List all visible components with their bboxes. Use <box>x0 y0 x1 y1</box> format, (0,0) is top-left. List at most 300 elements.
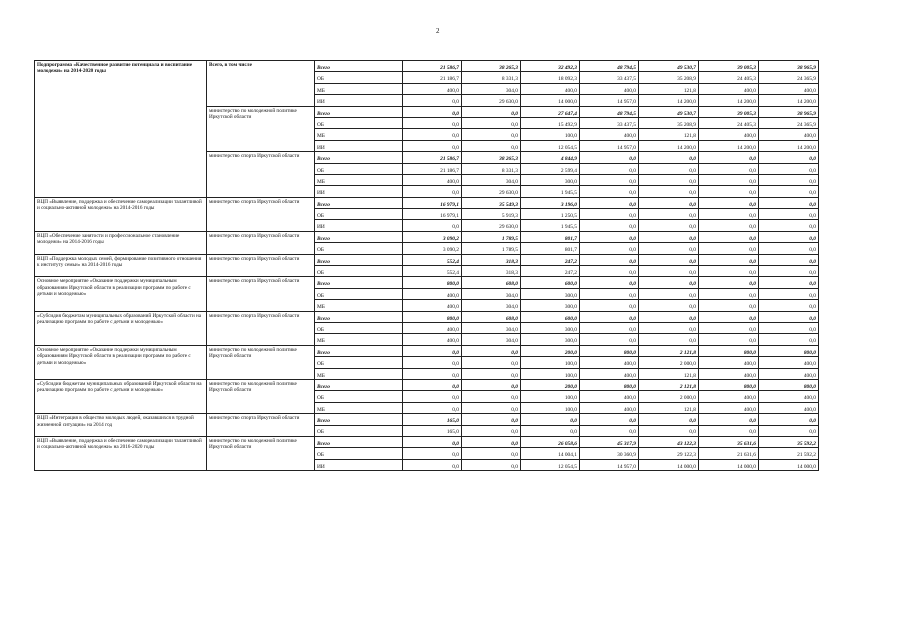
year-amount: 0,0 <box>580 277 639 288</box>
funding-source: ОБ <box>315 288 403 299</box>
responsible-executor: министерство по молодежной политике Иркутской области <box>207 436 315 470</box>
year-amount: 2 599,4 <box>521 163 580 174</box>
funding-source: Всего <box>315 311 403 322</box>
funding-source: ОБ <box>315 448 403 459</box>
year-amount: 1 945,5 <box>521 186 580 197</box>
year-amount: 14 200,0 <box>639 95 699 106</box>
year-amount: 0,0 <box>403 129 462 140</box>
year-amount: 0,0 <box>403 357 462 368</box>
year-amount: 1 789,5 <box>462 231 521 242</box>
program-name: ВЦП «Выявление, поддержка и обеспечение самореализации талантливой и социально-активной молодежи» на 2016-2020 годы <box>35 436 207 470</box>
year-amount: 0,0 <box>759 288 819 299</box>
year-amount: 400,0 <box>580 391 639 402</box>
year-amount: 5 919,3 <box>462 209 521 220</box>
year-amount: 0,0 <box>580 300 639 311</box>
year-amount: 400,0 <box>403 174 462 185</box>
funding-source: Всего <box>315 152 403 163</box>
year-amount: 14 957,0 <box>580 95 639 106</box>
program-name: ВЦП «Поддержка молодых семей, формирование позитивного отношения к институту семьи» на 2014-2016 годы <box>35 254 207 277</box>
year-amount: 0,0 <box>403 391 462 402</box>
year-amount: 0,0 <box>759 186 819 197</box>
year-amount: 552,4 <box>403 254 462 265</box>
year-amount: 400,0 <box>759 391 819 402</box>
year-amount: 552,4 <box>403 266 462 277</box>
year-amount: 0,0 <box>580 322 639 333</box>
year-amount: 0,0 <box>759 266 819 277</box>
year-amount: 0,0 <box>759 174 819 185</box>
responsible-executor: министерство спорта Иркутской области <box>207 311 315 345</box>
year-amount: 27 647,4 <box>521 106 580 117</box>
year-amount: 48 794,5 <box>580 61 639 72</box>
year-amount: 0,0 <box>403 140 462 151</box>
year-amount: 0,0 <box>759 334 819 345</box>
funding-source: ОБ <box>315 117 403 128</box>
year-amount: 29 630,0 <box>462 95 521 106</box>
responsible-executor: министерство по молодежной политике Иркутской области <box>207 345 315 379</box>
year-amount: 801,7 <box>521 231 580 242</box>
year-amount: 0,0 <box>462 425 521 436</box>
table-row <box>35 436 819 447</box>
year-amount: 0,0 <box>462 448 521 459</box>
year-amount: 0,0 <box>462 459 521 470</box>
year-amount: 400,0 <box>759 368 819 379</box>
funding-source: ОБ <box>315 209 403 220</box>
year-amount: 38 965,9 <box>759 61 819 72</box>
year-amount: 14 957,0 <box>580 459 639 470</box>
program-name: Подпрограмма «Качественное развитие потенциала и воспитание молодежи» на 2014-2020 годы <box>35 61 207 198</box>
year-amount: 800,0 <box>759 345 819 356</box>
year-amount: 608,0 <box>462 311 521 322</box>
year-amount: 0,0 <box>699 231 759 242</box>
year-amount: 165,0 <box>403 414 462 425</box>
year-amount: 0,0 <box>403 379 462 390</box>
responsible-executor: министерство спорта Иркутской области <box>207 231 315 254</box>
year-amount: 0,0 <box>639 300 699 311</box>
funding-source: Всего <box>315 61 403 72</box>
year-amount: 39 005,3 <box>699 106 759 117</box>
year-amount: 0,0 <box>699 243 759 254</box>
year-amount: 0,0 <box>699 334 759 345</box>
table-row <box>35 311 819 322</box>
year-amount: 0,0 <box>462 436 521 447</box>
year-amount: 29 122,3 <box>639 448 699 459</box>
year-amount: 400,0 <box>759 83 819 94</box>
year-amount: 39 005,3 <box>699 61 759 72</box>
year-amount: 0,0 <box>403 436 462 447</box>
year-amount: 0,0 <box>699 209 759 220</box>
year-amount: 2 000,0 <box>639 357 699 368</box>
year-amount: 0,0 <box>759 163 819 174</box>
year-amount: 38 265,3 <box>462 61 521 72</box>
table-row <box>35 414 819 425</box>
year-amount: 0,0 <box>580 311 639 322</box>
year-amount: 43 122,3 <box>639 436 699 447</box>
year-amount: 33 437,5 <box>580 117 639 128</box>
year-amount: 14 000,0 <box>521 95 580 106</box>
funding-source: ОБ <box>315 266 403 277</box>
year-amount: 0,0 <box>462 357 521 368</box>
year-amount: 26 058,6 <box>521 436 580 447</box>
funding-source: Всего <box>315 231 403 242</box>
year-amount: 0,0 <box>521 425 580 436</box>
year-amount: 0,0 <box>580 220 639 231</box>
year-amount: 14 000,0 <box>639 459 699 470</box>
year-amount: 14 200,0 <box>699 95 759 106</box>
program-name: ВЦП «Выявление, поддержка и обеспечение самореализации талантливой и социально-активной молодежи» на 2014-2016 годы <box>35 197 207 231</box>
year-amount: 0,0 <box>639 254 699 265</box>
year-amount: 300,0 <box>521 288 580 299</box>
year-amount: 0,0 <box>759 243 819 254</box>
year-amount: 0,0 <box>699 311 759 322</box>
year-amount: 12 054,5 <box>521 459 580 470</box>
year-amount: 24 405,3 <box>699 117 759 128</box>
year-amount: 304,0 <box>462 300 521 311</box>
year-amount: 14 000,0 <box>699 459 759 470</box>
year-amount: 800,0 <box>759 379 819 390</box>
year-amount: 35 208,9 <box>639 72 699 83</box>
year-amount: 0,0 <box>759 209 819 220</box>
year-amount: 0,0 <box>580 163 639 174</box>
year-amount: 400,0 <box>759 402 819 413</box>
year-amount: 2 121,8 <box>639 345 699 356</box>
year-amount: 400,0 <box>521 83 580 94</box>
page-number: 2 <box>436 27 440 35</box>
year-amount: 0,0 <box>759 425 819 436</box>
year-amount: 0,0 <box>403 459 462 470</box>
year-amount: 0,0 <box>639 334 699 345</box>
year-amount: 0,0 <box>462 117 521 128</box>
year-amount: 0,0 <box>403 345 462 356</box>
funding-source: Всего <box>315 277 403 288</box>
year-amount: 35 631,6 <box>699 436 759 447</box>
year-amount: 100,0 <box>521 402 580 413</box>
year-amount: 16 979,1 <box>403 197 462 208</box>
year-amount: 0,0 <box>580 197 639 208</box>
year-amount: 0,0 <box>462 106 521 117</box>
year-amount: 400,0 <box>403 300 462 311</box>
year-amount: 0,0 <box>521 414 580 425</box>
year-amount: 24 405,3 <box>699 72 759 83</box>
year-amount: 400,0 <box>403 83 462 94</box>
year-amount: 0,0 <box>639 174 699 185</box>
program-name: «Субсидия бюджетам муниципальных образований Иркутской области на реализацию программ по работе с детьми и молодежью» <box>35 311 207 345</box>
funding-source: Всего <box>315 345 403 356</box>
year-amount: 0,0 <box>759 311 819 322</box>
year-amount: 2 121,8 <box>639 379 699 390</box>
year-amount: 600,0 <box>521 311 580 322</box>
table-row <box>35 231 819 242</box>
year-amount: 0,0 <box>759 197 819 208</box>
year-amount: 200,0 <box>521 379 580 390</box>
program-name: ВЦП «Интеграция в общество молодых людей, оказавшихся в трудной жизненной ситуации» на 2014 год <box>35 414 207 437</box>
year-amount: 0,0 <box>462 402 521 413</box>
year-amount: 0,0 <box>759 414 819 425</box>
year-amount: 400,0 <box>403 288 462 299</box>
year-amount: 15 492,9 <box>521 117 580 128</box>
year-amount: 400,0 <box>759 129 819 140</box>
year-amount: 14 200,0 <box>759 140 819 151</box>
year-amount: 400,0 <box>580 368 639 379</box>
responsible-executor: министерство по молодежной политике Иркутской области <box>207 379 315 413</box>
year-amount: 600,0 <box>521 277 580 288</box>
year-amount: 304,0 <box>462 322 521 333</box>
year-amount: 100,0 <box>521 368 580 379</box>
year-amount: 21 631,6 <box>699 448 759 459</box>
year-amount: 3 090,2 <box>403 231 462 242</box>
year-amount: 318,3 <box>462 266 521 277</box>
year-amount: 0,0 <box>759 254 819 265</box>
year-amount: 0,0 <box>759 152 819 163</box>
year-amount: 1 945,5 <box>521 220 580 231</box>
year-amount: 18 092,3 <box>521 72 580 83</box>
year-amount: 100,0 <box>521 129 580 140</box>
year-amount: 400,0 <box>403 334 462 345</box>
funding-source: МБ <box>315 174 403 185</box>
year-amount: 35 208,9 <box>639 117 699 128</box>
program-name: Основное мероприятие «Оказание поддержки муниципальным образованиям Иркутской области в реализации программ по работе с детьми и молодежью» <box>35 345 207 379</box>
year-amount: 30 360,9 <box>580 448 639 459</box>
year-amount: 0,0 <box>699 174 759 185</box>
year-amount: 0,0 <box>699 300 759 311</box>
funding-source: МБ <box>315 334 403 345</box>
year-amount: 400,0 <box>699 357 759 368</box>
year-amount: 0,0 <box>639 414 699 425</box>
program-name: «Субсидии бюджетам муниципальных образований Иркутской области на реализацию программ по работе с детьми и молодежью» <box>35 379 207 413</box>
year-amount: 400,0 <box>699 83 759 94</box>
year-amount: 1 250,5 <box>521 209 580 220</box>
year-amount: 32 492,3 <box>521 61 580 72</box>
year-amount: 0,0 <box>639 231 699 242</box>
year-amount: 14 957,0 <box>580 140 639 151</box>
year-amount: 0,0 <box>639 311 699 322</box>
funding-source: МБ <box>315 129 403 140</box>
year-amount: 304,0 <box>462 288 521 299</box>
year-amount: 4 844,9 <box>521 152 580 163</box>
year-amount: 14 200,0 <box>759 95 819 106</box>
funding-source: ОБ <box>315 163 403 174</box>
year-amount: 608,0 <box>462 277 521 288</box>
year-amount: 0,0 <box>580 152 639 163</box>
responsible-executor: министерство по молодежной политике Иркутской области <box>207 106 315 152</box>
year-amount: 0,0 <box>639 163 699 174</box>
year-amount: 800,0 <box>699 345 759 356</box>
responsible-executor: министерство спорта Иркутской области <box>207 254 315 277</box>
year-amount: 400,0 <box>699 391 759 402</box>
year-amount: 0,0 <box>403 117 462 128</box>
funding-source: Всего <box>315 106 403 117</box>
year-amount: 800,0 <box>403 277 462 288</box>
year-amount: 0,0 <box>699 266 759 277</box>
year-amount: 0,0 <box>580 231 639 242</box>
funding-source: МБ <box>315 83 403 94</box>
year-amount: 0,0 <box>759 277 819 288</box>
year-amount: 0,0 <box>462 414 521 425</box>
year-amount: 21 586,7 <box>403 61 462 72</box>
year-amount: 12 054,5 <box>521 140 580 151</box>
year-amount: 400,0 <box>699 129 759 140</box>
funding-source: ОБ <box>315 357 403 368</box>
year-amount: 247,2 <box>521 254 580 265</box>
table-row <box>35 197 819 208</box>
year-amount: 0,0 <box>639 152 699 163</box>
year-amount: 121,8 <box>639 368 699 379</box>
year-amount: 49 530,7 <box>639 61 699 72</box>
funding-source: ИИ <box>315 95 403 106</box>
responsible-executor: министерство спорта Иркутской области <box>207 277 315 311</box>
funding-source: ИИ <box>315 459 403 470</box>
funding-source: ОБ <box>315 391 403 402</box>
responsible-executor: министерство спорта Иркутской области <box>207 414 315 437</box>
year-amount: 318,3 <box>462 254 521 265</box>
year-amount: 0,0 <box>580 266 639 277</box>
funding-source: ОБ <box>315 72 403 83</box>
year-amount: 300,0 <box>521 334 580 345</box>
year-amount: 0,0 <box>699 277 759 288</box>
year-amount: 0,0 <box>699 163 759 174</box>
year-amount: 0,0 <box>403 186 462 197</box>
funding-source: ИИ <box>315 220 403 231</box>
table-row <box>35 254 819 265</box>
year-amount: 800,0 <box>699 379 759 390</box>
year-amount: 14 000,0 <box>759 459 819 470</box>
year-amount: 0,0 <box>699 425 759 436</box>
responsible-executor: Всего, в том числе <box>207 61 315 107</box>
year-amount: 100,0 <box>521 357 580 368</box>
year-amount: 0,0 <box>699 414 759 425</box>
year-amount: 0,0 <box>580 414 639 425</box>
table-row <box>35 379 819 390</box>
year-amount: 0,0 <box>759 300 819 311</box>
year-amount: 121,8 <box>639 83 699 94</box>
year-amount: 29 630,0 <box>462 220 521 231</box>
year-amount: 400,0 <box>699 402 759 413</box>
year-amount: 300,0 <box>521 300 580 311</box>
year-amount: 0,0 <box>639 277 699 288</box>
year-amount: 800,0 <box>580 345 639 356</box>
year-amount: 45 317,9 <box>580 436 639 447</box>
year-amount: 0,0 <box>403 402 462 413</box>
year-amount: 0,0 <box>699 254 759 265</box>
year-amount: 38 965,9 <box>759 106 819 117</box>
year-amount: 0,0 <box>462 379 521 390</box>
year-amount: 0,0 <box>639 197 699 208</box>
year-amount: 0,0 <box>699 288 759 299</box>
year-amount: 0,0 <box>759 322 819 333</box>
funding-source: ИИ <box>315 186 403 197</box>
year-amount: 0,0 <box>699 322 759 333</box>
funding-source: Всего <box>315 414 403 425</box>
program-name: ВЦП «Обеспечение занятости и профессиональное становление молодежи» на 2014-2016 годы <box>35 231 207 254</box>
year-amount: 21 186,7 <box>403 72 462 83</box>
year-amount: 0,0 <box>639 322 699 333</box>
year-amount: 8 331,3 <box>462 72 521 83</box>
year-amount: 0,0 <box>580 334 639 345</box>
funding-source: ИИ <box>315 140 403 151</box>
year-amount: 0,0 <box>462 345 521 356</box>
year-amount: 24 365,9 <box>759 72 819 83</box>
year-amount: 121,8 <box>639 402 699 413</box>
year-amount: 0,0 <box>580 243 639 254</box>
year-amount: 0,0 <box>580 288 639 299</box>
funding-source: Всего <box>315 197 403 208</box>
year-amount: 0,0 <box>639 220 699 231</box>
year-amount: 0,0 <box>699 186 759 197</box>
year-amount: 0,0 <box>462 391 521 402</box>
year-amount: 0,0 <box>580 425 639 436</box>
year-amount: 0,0 <box>639 425 699 436</box>
year-amount: 400,0 <box>403 322 462 333</box>
year-amount: 0,0 <box>639 266 699 277</box>
year-amount: 304,0 <box>462 83 521 94</box>
year-amount: 38 265,3 <box>462 152 521 163</box>
year-amount: 1 789,5 <box>462 243 521 254</box>
year-amount: 800,0 <box>580 379 639 390</box>
year-amount: 2 000,0 <box>639 391 699 402</box>
table-row <box>35 345 819 356</box>
year-amount: 0,0 <box>699 152 759 163</box>
funding-source: ОБ <box>315 243 403 254</box>
year-amount: 0,0 <box>580 174 639 185</box>
funding-source: ОБ <box>315 322 403 333</box>
funding-source: Всего <box>315 254 403 265</box>
funding-source: Всего <box>315 379 403 390</box>
year-amount: 35 549,3 <box>462 197 521 208</box>
year-amount: 400,0 <box>759 357 819 368</box>
year-amount: 0,0 <box>403 95 462 106</box>
year-amount: 48 794,5 <box>580 106 639 117</box>
year-amount: 49 530,7 <box>639 106 699 117</box>
year-amount: 0,0 <box>639 243 699 254</box>
year-amount: 400,0 <box>699 368 759 379</box>
funding-source: МБ <box>315 402 403 413</box>
year-amount: 200,0 <box>521 345 580 356</box>
funding-source: ОБ <box>315 425 403 436</box>
year-amount: 14 200,0 <box>699 140 759 151</box>
year-amount: 400,0 <box>580 129 639 140</box>
year-amount: 21 186,7 <box>403 163 462 174</box>
year-amount: 0,0 <box>699 197 759 208</box>
responsible-executor: министерство спорта Иркутской области <box>207 152 315 198</box>
year-amount: 400,0 <box>580 83 639 94</box>
year-amount: 0,0 <box>403 106 462 117</box>
budget-table <box>34 60 819 471</box>
table-row <box>35 277 819 288</box>
year-amount: 165,0 <box>403 425 462 436</box>
year-amount: 0,0 <box>403 448 462 459</box>
year-amount: 14 200,0 <box>639 140 699 151</box>
year-amount: 0,0 <box>462 129 521 140</box>
year-amount: 0,0 <box>580 209 639 220</box>
responsible-executor: министерство спорта Иркутской области <box>207 197 315 231</box>
year-amount: 16 979,1 <box>403 209 462 220</box>
year-amount: 400,0 <box>580 402 639 413</box>
year-amount: 801,7 <box>521 243 580 254</box>
year-amount: 400,0 <box>580 357 639 368</box>
year-amount: 300,0 <box>521 174 580 185</box>
year-amount: 121,8 <box>639 129 699 140</box>
table-row <box>35 61 819 72</box>
year-amount: 800,0 <box>403 311 462 322</box>
year-amount: 100,0 <box>521 391 580 402</box>
year-amount: 300,0 <box>521 322 580 333</box>
year-amount: 35 592,2 <box>759 436 819 447</box>
year-amount: 0,0 <box>699 220 759 231</box>
year-amount: 3 196,0 <box>521 197 580 208</box>
year-amount: 304,0 <box>462 174 521 185</box>
year-amount: 0,0 <box>580 186 639 197</box>
funding-source: МБ <box>315 300 403 311</box>
year-amount: 0,0 <box>639 209 699 220</box>
